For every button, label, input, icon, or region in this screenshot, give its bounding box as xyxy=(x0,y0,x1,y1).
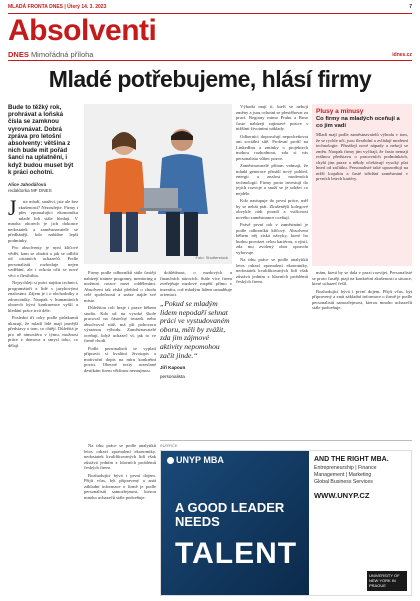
article-column-4 xyxy=(236,104,308,438)
ad-line: Entrepreneurship | Finance xyxy=(314,465,377,471)
paragraph: Důležitou roli hraje i praxe během studia. Kdo už na vysoké škole pracoval na částečný úvazek nebo absolvoval stáž, má při pohovoru výraznou výhodu. Zaměstnavatelé oceňují, když uchazeč ví, jak to ve firmě chodí. xyxy=(84,305,156,343)
paragraph: Na trhu práce se podle analytiků letos odrazí zpomalení ekonomiky, nedostatek kvalifikovaných lidí však zůstává jedním z hlavních problémů českých firem. xyxy=(84,443,156,470)
paragraph: Zaměstnavatelé přitom vnímají, že mladá generace přináší nový pohled, energii a znalost moderních technologií. Firmy proto investují do jejich rozvoje a snaží se je udržet co nejdéle. xyxy=(236,163,308,196)
paragraph: Pro absolventy je nyní klíčové vědět, kam se obrátit a jak se odlišit od ostatních uchazečů. Podle personalistů rozhoduje nejen vzdělání, ale i ochota učit se nové věci a flexibilita. xyxy=(8,245,78,278)
ad-big-word: TALENT xyxy=(175,537,298,570)
quote-author: Jiří Kapoun xyxy=(160,365,186,371)
paragraph: ste mladí, snaživí, jste ale bez zkušeností? Nezoufejte. Firmy i přes zpomalující ekonomiku mladé lidi stále hledají. V mnoha oborech je jich dokonce nedostatek a zaměstnavatelé se předhánějí, kdo nabídne lepší podmínky. xyxy=(8,199,78,243)
ad-line: Global Business Services xyxy=(314,479,373,486)
dropcap: J xyxy=(8,195,17,221)
article-column-2 xyxy=(84,270,156,438)
university-logo-icon xyxy=(167,457,174,464)
article-column-3 xyxy=(160,270,232,298)
ad-brand xyxy=(167,455,224,465)
ad-visual xyxy=(161,451,309,596)
ad-separator xyxy=(160,440,412,441)
article-column-2-cont xyxy=(84,443,156,593)
paragraph: Odborníci doporučují nepodceňovat ani sociální sítě. Profesní profil na LinkedInu a zmínky o projektech mohou rozhodnout, zda si vás personalista vůbec pozve. xyxy=(236,133,308,161)
section-label xyxy=(8,50,93,59)
page-header xyxy=(8,4,412,13)
header-edition: MLADÁ FRONTA DNES | Úterý 14. 3. 2023 xyxy=(8,4,107,10)
ad-label: INZERCE xyxy=(160,443,178,448)
paragraph: Nejrychleji si práci najdou technici, programátoři a lidé s jazykovými znalostmi. Zájem je i o obchodníky a zdravotníky. Naopak v humanitních oborech bývá konkurence vyšší a hledání práce trvá déle. xyxy=(8,280,78,313)
ad-brand-text: UNYP MBA xyxy=(176,455,224,465)
article-column-1 xyxy=(8,104,78,594)
author-name: Alice Jahodářová xyxy=(8,182,47,188)
paragraph: mám, která by se dala v praxi rozvíjet. Personalisté se proto častěji ptají na konkrétní zkušenosti a situace, které uchazeč řešil. xyxy=(312,270,412,286)
headline: Mladé potřebujeme, hlásí firmy xyxy=(48,66,372,92)
paragraph: Podle personalistů se vyplatí připravit si kvalitní životopis a motivační dopis na míru konkrétní pozici. Obecné texty rozeslané desítkám firem většinou nezaujmou. xyxy=(84,345,156,373)
section-name: Mimořádná příloha xyxy=(30,50,94,59)
pull-quote xyxy=(160,300,232,381)
sidebar-box xyxy=(312,104,412,266)
paragraph: Výhodu mají ti, kteří se nebojí změny a jsou ochotni se přestěhovat za prací. Regiony mimo Prahu a Brno často nabízejí zajímavé pozice s nižšími životními náklady. xyxy=(236,104,308,131)
advertisement[interactable] xyxy=(160,450,412,596)
quote-role: personalista xyxy=(160,373,185,379)
ad-line: Management | Marketing xyxy=(314,472,372,479)
ad-right-title: AND THE RIGHT MBA. xyxy=(314,456,389,463)
sidebar-text: Mladí mají podle zaměstnavatelů výhodu v tom, že se rychle učí, jsou flexibilní a zvládají moderní technologie. Přinášejí nové nápady a nebojí se změn. Naopak firmy jim vyčítají, že často nemají reálnou představu o pracovních podmínkách, chybí jim praxe a někdy očekávají vysoký plat hned od začátku. Personalisté také upozorňují na nižší loajalitu a časté střídání zaměstnání v prvních letech kariéry. xyxy=(316,132,408,182)
people-illustration xyxy=(84,104,232,264)
paragraph: Kdo nastupuje do první práce, měl by se nebát ptát. Zkušenější kolegové obvykle rádi poradí a vstřícnost nového zaměstnance oceňují. xyxy=(236,198,308,220)
author-role: redaktorka MF DNES xyxy=(8,187,52,193)
paragraph: Na trhu práce se podle analytiků letos odrazí zpomalení ekonomiky, nedostatek kvalifikovaných lidí však zůstává jedním z hlavních problémů českých firem. xyxy=(236,257,308,284)
quote-text: „Pokud se mladým lidem nepodaří sehnat práci ve vystudovaném oboru, měli by zvážit, zda jim zájmové aktivity nepomohou začít jinde.“ xyxy=(160,299,230,360)
paragraph: Firmy podle odborníků stále častěji nabízejí trainee programy, mentoring a možnost rotace mezi odděleními. Absolvent tak získá přehled o chodu celé společnosti a snáze najde své místo. xyxy=(84,270,156,303)
article-column-5 xyxy=(312,270,412,440)
masthead-rule xyxy=(8,60,412,61)
paragraph: Poslední tři roky podle průzkumů ukazují, že mladí lidé mají jasnější představy o tom, co chtějí. Důležitá je pro ně atmosféra v týmu, možnost práce z domova a smysl toho, co dělají. xyxy=(8,315,78,348)
photo-caption: Foto: Shutterstock xyxy=(195,255,228,260)
site-link[interactable]: idnes.cz xyxy=(392,52,412,58)
sidebar-title: Plusy a minusy xyxy=(316,108,364,115)
article-lead: Bude to těžký rok, prohrávat a loňská čísla se zamknou vyrovnávat. Dobrá zpráva pro letošní absolventy: většina z nich bude mít pořád šanci na uplatnění, i když budou muset být k práci ochotni. xyxy=(8,104,74,176)
masthead-logo: Absolventi xyxy=(8,14,157,47)
section-dnes: DNES xyxy=(8,50,29,59)
paragraph: Rozhodující bývá i první dojem. Přijít včas, být připravený a znát základní informace o firmě je podle personalistů samozřejmost, kterou mnoho uchazečů stále podceňuje. xyxy=(312,288,412,310)
ad-slogan: A GOOD LEADER NEEDS xyxy=(175,500,285,529)
page-number: 7 xyxy=(409,4,412,10)
ad-text xyxy=(309,451,412,596)
paragraph: dohlédnout, o mzdových a finančních nárocích. Stále více firem zveřejňuje mzdové rozpětí přímo v inzerátu, což mladým lidem usnadňuje orientaci. xyxy=(160,270,232,297)
author xyxy=(8,182,78,193)
ad-badge: UNIVERSITY OF NEW YORK IN PRAGUE xyxy=(367,571,407,591)
ad-url[interactable]: WWW.UNYP.CZ xyxy=(314,490,370,500)
sidebar-heading: Co firmy na mladých oceňují a co jim vadí xyxy=(316,116,400,129)
paragraph: Rozhodující bývá i první dojem. Přijít včas, být připravený a znát základní informace o firmě je podle personalistů samozřejmost, kterou mnoho uchazečů stále podceňuje. xyxy=(84,472,156,500)
article-photo xyxy=(84,104,232,264)
paragraph: Právě první rok v zaměstnání je podle odborníků klíčový. Absolvent během něj získá návyky, které ho budou provázet celou kariérou, a zjistí, zda mu zvolený obor opravdu vyhovuje. xyxy=(236,222,308,255)
